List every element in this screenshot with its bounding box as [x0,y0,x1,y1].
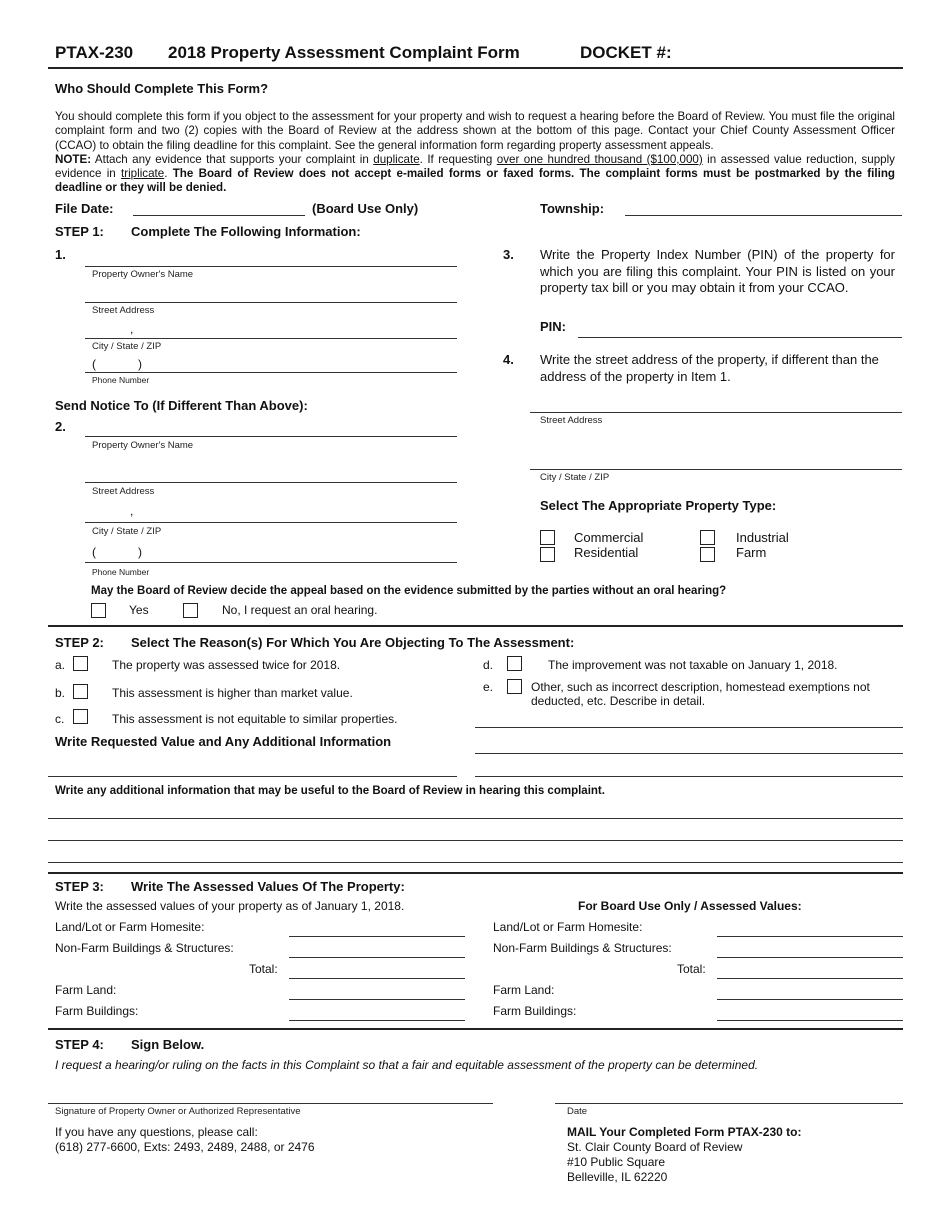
item-4-number: 4. [503,352,514,367]
reason-letter: c. [55,712,65,726]
non-farm-buildings-field[interactable] [289,957,465,958]
reason-e-label-cont: deducted, etc. Describe in detail. [531,694,706,708]
file-date-field[interactable] [133,215,305,216]
certification-statement: I request a hearing/or ruling on the facts in this Complaint so that a fair and equitable assessment of the property can be determined. [55,1058,759,1072]
reason-b-label: This assessment is higher than market value. [112,686,353,700]
phone-label: Phone Number [92,375,150,385]
mail-address-line: Belleville, IL 62220 [567,1170,668,1184]
board-farm-land-label: Farm Land: [493,983,555,997]
file-date-label: File Date: [55,201,114,216]
send-notice-heading: Send Notice To (If Different Than Above): [55,398,308,413]
docket-label: DOCKET #: [580,43,672,62]
paren: ( [92,545,96,559]
phone-field[interactable] [85,372,457,373]
divider [48,1028,903,1030]
owner-name-field[interactable] [85,266,457,267]
notice-street-field[interactable] [85,482,457,483]
form-id: PTAX-230 [55,43,134,62]
step3-intro: Write the assessed values of your property as of January 1, 2018. [55,899,405,913]
additional-info-line[interactable] [48,840,903,841]
instructions-paragraph [55,110,895,196]
mail-address-line: #10 Public Square [567,1155,666,1169]
land-lot-label: Land/Lot or Farm Homesite: [55,920,205,934]
city-label: City / State / ZIP [540,472,610,483]
farm-land-label: Farm Land: [55,983,117,997]
warning-text: The Board of Review does not accept e-mailed forms or faxed forms. The complaint forms must be postmarked by the filing deadline or they will be denied. [55,167,895,195]
notice-owner-name-field[interactable] [85,436,457,437]
board-non-farm-label: Non-Farm Buildings & Structures: [493,941,672,955]
note-label: NOTE: [55,152,92,166]
board-non-farm-field[interactable] [717,957,903,958]
industrial-checkbox[interactable] [700,530,715,545]
township-label: Township: [540,201,605,216]
board-land-lot-label: Land/Lot or Farm Homesite: [493,920,643,934]
reason-e-checkbox[interactable] [507,679,522,694]
signature-field[interactable] [48,1103,493,1104]
reason-a-checkbox[interactable] [73,656,88,671]
board-farm-land-field[interactable] [717,999,903,1000]
comma: , [130,322,134,336]
requested-value-line[interactable] [48,776,457,777]
yes-label: Yes [129,603,149,617]
farm-label: Farm [736,545,767,560]
owner-name-label: Property Owner's Name [92,440,194,451]
form-title: 2018 Property Assessment Complaint Form [168,43,520,62]
mail-heading: MAIL Your Completed Form PTAX-230 to: [567,1125,802,1139]
reason-d-checkbox[interactable] [507,656,522,671]
step4-title: Sign Below. [131,1037,205,1052]
phone-label: Phone Number [92,567,150,577]
additional-info-line[interactable] [48,862,903,863]
notice-city-field[interactable] [85,522,457,523]
address-instructions: Write the street address of the property, if different than the address of the property in Item 1. [540,352,879,384]
reason-e-label: Other, such as incorrect description, homestead exemptions not [531,680,870,694]
who-heading: Who Should Complete This Form? [55,81,269,96]
street-address-label: Street Address [92,305,155,316]
residential-label: Residential [574,545,639,560]
questions-text: If you have any questions, please call: [55,1125,258,1139]
commercial-checkbox[interactable] [540,530,555,545]
date-label: Date [567,1106,588,1117]
duplicate-text: duplicate [373,152,420,166]
paren: ) [138,357,142,371]
divider [48,625,903,627]
reason-letter: a. [55,658,66,672]
total-field[interactable] [289,978,465,979]
note-text: . [164,167,173,181]
note-text: Attach any evidence that supports your complaint in [91,152,374,166]
farm-land-field[interactable] [289,999,465,1000]
reason-letter: d. [483,658,494,672]
farm-buildings-field[interactable] [289,1020,465,1021]
additional-info-heading: Write any additional information that may be useful to the Board of Review in hearing this complaint. [55,785,605,797]
residential-checkbox[interactable] [540,547,555,562]
detail-line[interactable] [475,753,903,754]
paren: ( [92,357,96,371]
contact-phone: (618) 277-6600, Exts: 2493, 2489, 2488, or 2476 [55,1140,315,1154]
property-city-field[interactable] [530,469,902,470]
pin-label: PIN: [540,319,566,334]
date-field[interactable] [555,1103,903,1104]
reason-a-label: The property was assessed twice for 2018. [112,658,341,672]
instructions-text: You should complete this form if you object to the assessment for your property and wish to request a hearing before the Board of Review. You must file the original complaint form and two (2) copies with the Board of Review at the address shown at the bottom of this page. Contact your Chief County Assessment Officer (CCAO) to obtain the filing deadline for this complaint. See the general information form regarding property assessment appeals. [55,110,895,152]
oral-hearing-checkbox[interactable] [183,603,198,618]
detail-line[interactable] [475,776,903,777]
step2-title: Select The Reason(s) For Which You Are Objecting To The Assessment: [131,635,575,650]
board-values-heading: For Board Use Only / Assessed Values: [578,899,802,913]
city-label: City / State / ZIP [92,341,162,352]
item-2-number: 2. [55,419,66,434]
item-1-number: 1. [55,247,66,262]
street-address-label: Street Address [92,486,155,497]
street-address-field[interactable] [85,302,457,303]
mail-address-line: St. Clair County Board of Review [567,1140,743,1154]
step4-label: STEP 4: [55,1037,104,1052]
notice-phone-field[interactable] [85,562,457,563]
note-text: in assessed value reduction, supply evidence in [55,152,895,181]
owner-name-label: Property Owner's Name [92,269,194,280]
threshold-text: over one hundred thousand ($100,000) [496,152,703,166]
city-label: City / State / ZIP [92,526,162,537]
non-farm-buildings-label: Non-Farm Buildings & Structures: [55,941,234,955]
farm-checkbox[interactable] [700,547,715,562]
industrial-label: Industrial [736,530,789,545]
divider [48,872,903,874]
commercial-label: Commercial [574,530,644,545]
reason-d-label: The improvement was not taxable on January 1, 2018. [548,658,838,672]
pin-field[interactable] [578,337,902,338]
signature-label: Signature of Property Owner or Authorized Representative [55,1106,301,1117]
land-lot-field[interactable] [289,936,465,937]
reason-letter: e. [483,680,494,694]
township-field[interactable] [625,215,902,216]
total-label: Total: [249,962,278,976]
reason-c-checkbox[interactable] [73,709,88,724]
board-farm-buildings-field[interactable] [717,1020,903,1021]
property-type-heading: Select The Appropriate Property Type: [540,498,777,513]
step3-title: Write The Assessed Values Of The Property: [131,879,405,894]
pin-instructions: Write the Property Index Number (PIN) of the property for which you are filing this complaint. Your PIN is listed on your property tax bill or you may obtain it from your CCAO. [540,247,895,295]
street-address-label: Street Address [540,415,603,426]
reason-c-label: This assessment is not equitable to similar properties. [112,712,398,726]
step1-title: Complete The Following Information: [131,224,361,239]
requested-value-heading: Write Requested Value and Any Additional Information [55,734,392,749]
city-state-zip-field[interactable] [85,338,457,339]
step2-label: STEP 2: [55,635,104,650]
board-total-label: Total: [677,962,706,976]
detail-line[interactable] [475,727,903,728]
note-text: . If requesting [419,152,497,166]
board-use-label: (Board Use Only) [312,201,419,216]
step3-label: STEP 3: [55,879,104,894]
reason-b-checkbox[interactable] [73,684,88,699]
no-label: No, I request an oral hearing. [222,603,378,617]
board-farm-buildings-label: Farm Buildings: [493,1004,577,1018]
item-3-number: 3. [503,247,514,262]
farm-buildings-label: Farm Buildings: [55,1004,139,1018]
board-land-lot-field[interactable] [717,936,903,937]
triplicate-text: triplicate [121,167,165,181]
oral-hearing-question: May the Board of Review decide the appeal based on the evidence submitted by the parties without an oral hearing? [91,585,727,597]
yes-checkbox[interactable] [91,603,106,618]
divider [48,67,903,69]
board-total-field[interactable] [717,978,903,979]
step1-label: STEP 1: [55,224,104,239]
additional-info-line[interactable] [48,818,903,819]
comma: , [130,504,134,518]
property-street-field[interactable] [530,412,902,413]
reason-letter: b. [55,686,66,700]
paren: ) [138,545,142,559]
